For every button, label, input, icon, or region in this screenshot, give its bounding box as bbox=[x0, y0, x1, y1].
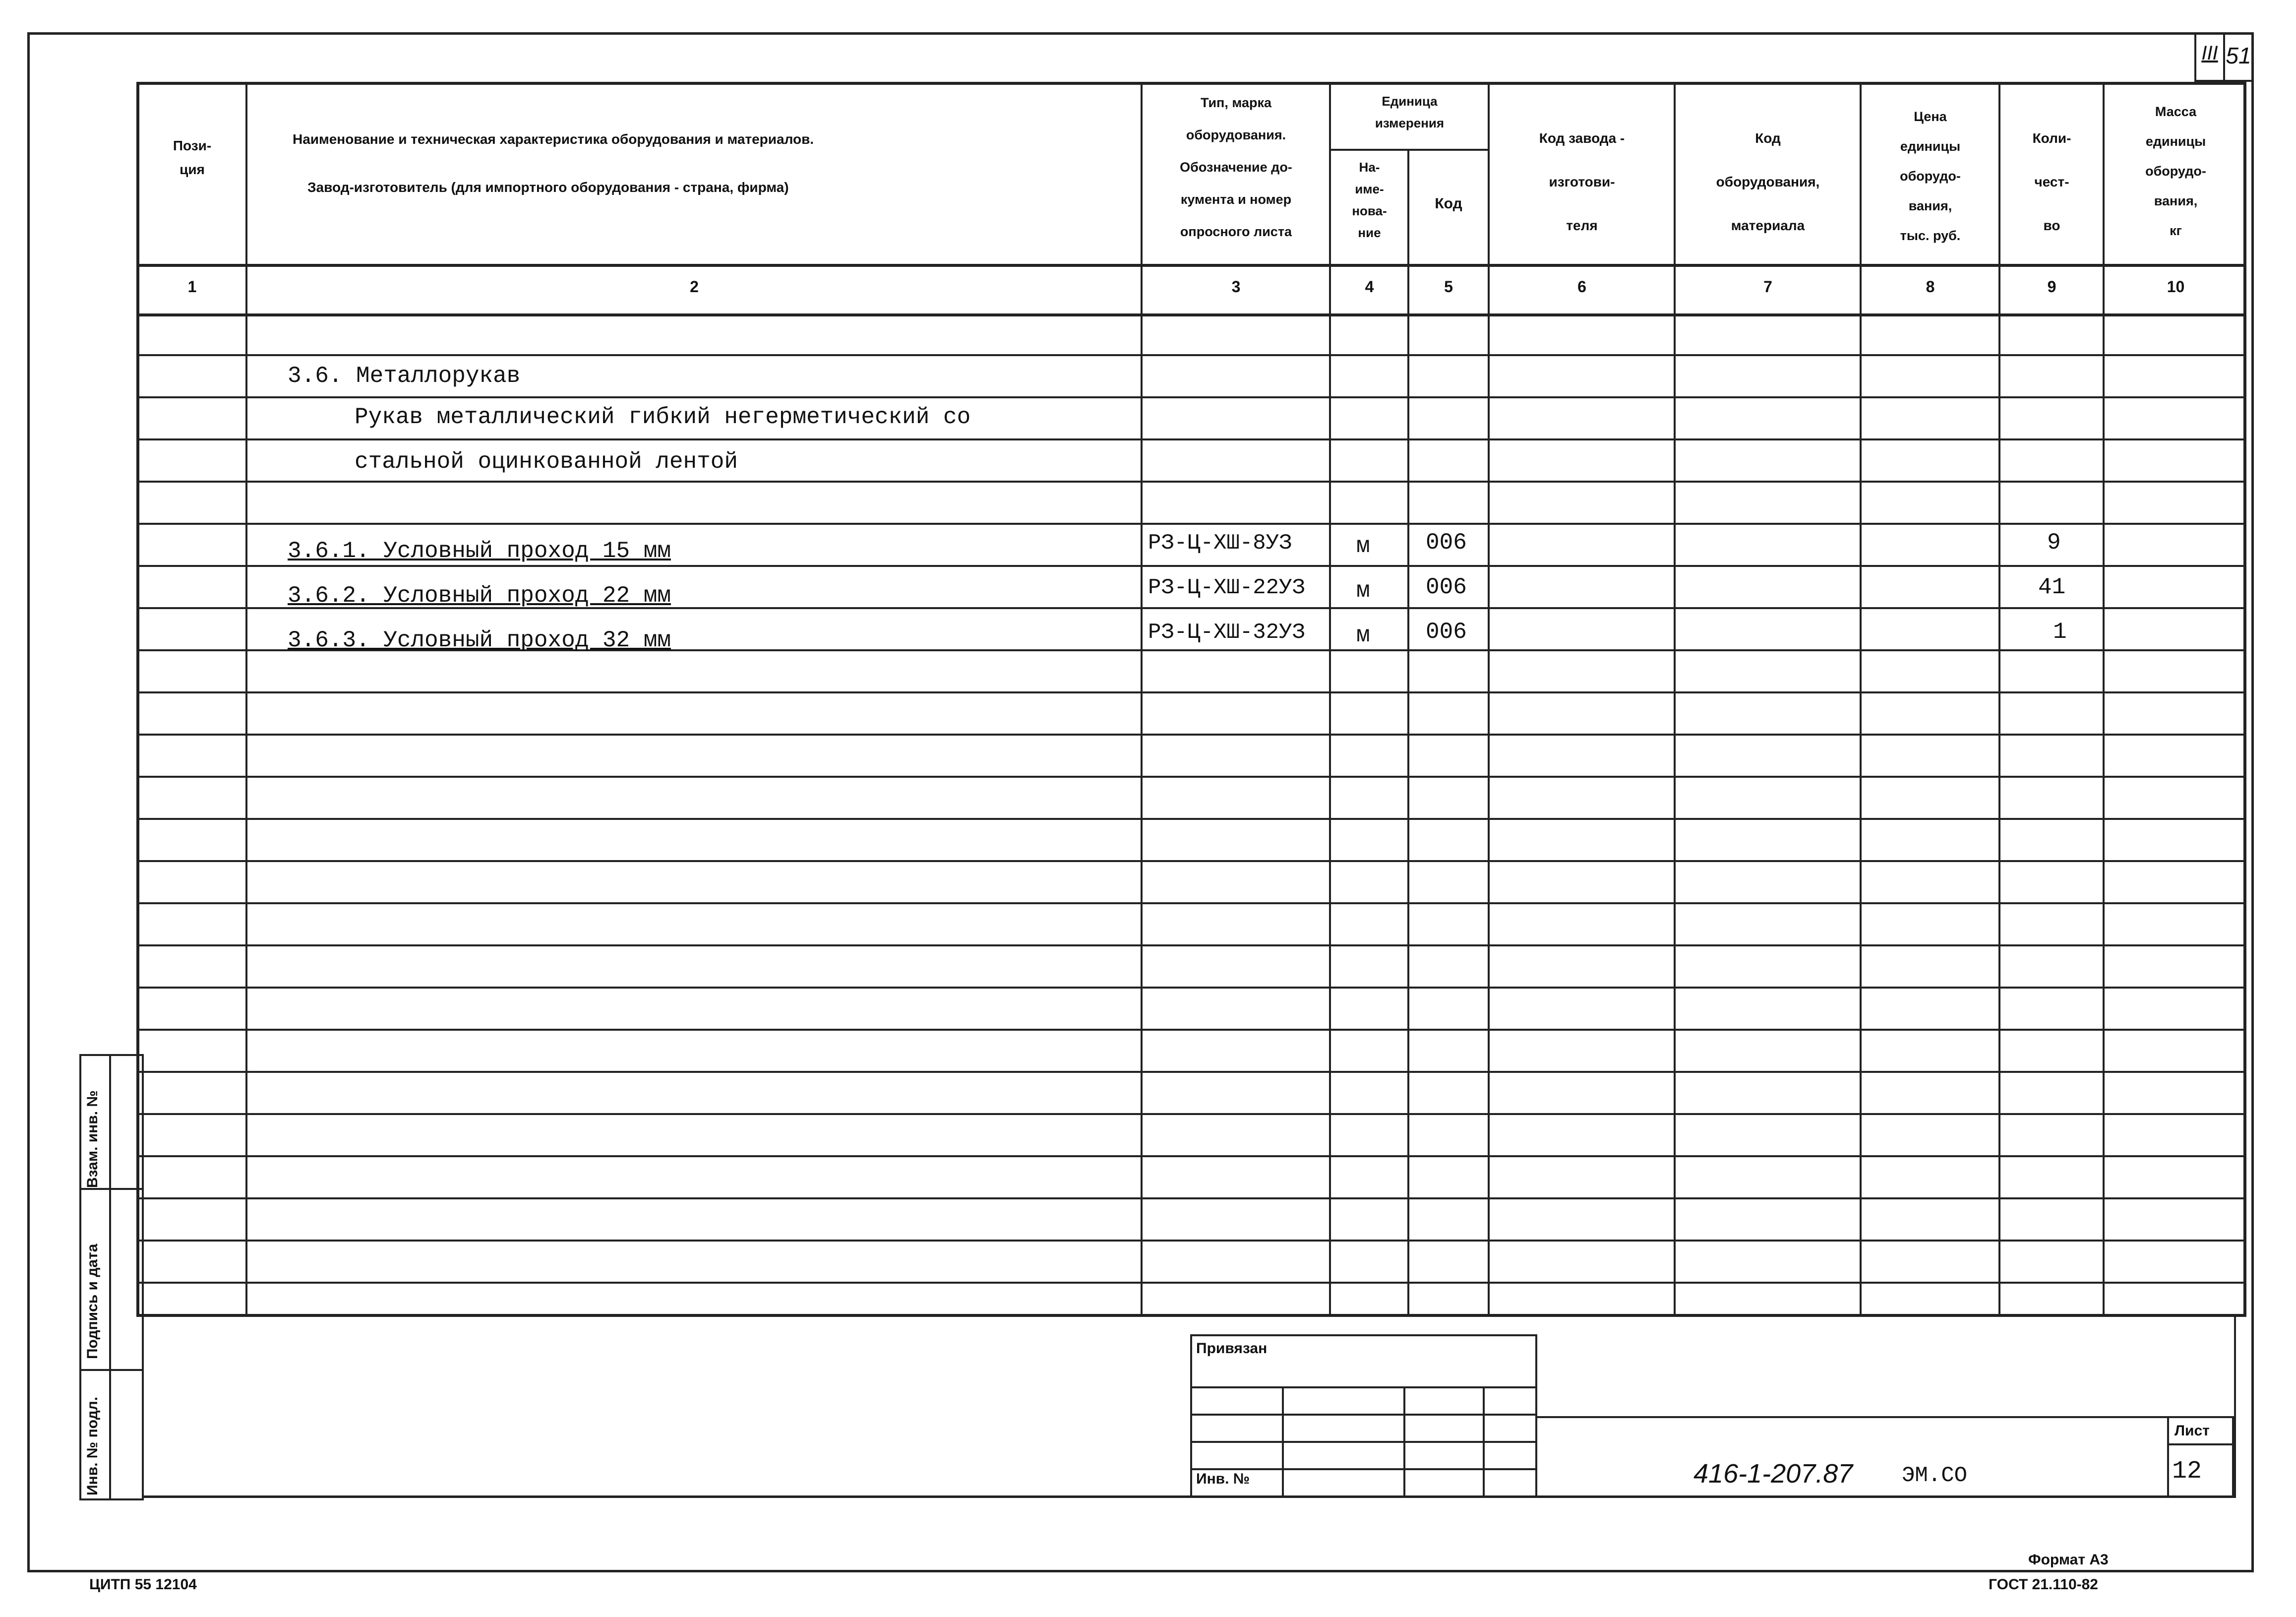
side-label-vzam: Взам. инв. № bbox=[84, 1090, 101, 1188]
row-rule bbox=[136, 734, 2246, 736]
row-rule bbox=[136, 438, 2246, 440]
row-rule bbox=[136, 1155, 2246, 1157]
header-unit-group: Единица измерения bbox=[1375, 94, 1445, 130]
col-line bbox=[245, 82, 247, 1317]
privyazan-label: Привязан bbox=[1196, 1340, 1268, 1357]
side-label-podpis: Подпись и дата bbox=[84, 1244, 101, 1359]
row-rule bbox=[136, 1282, 2246, 1284]
row-item-name: 3.6.1. Условный проход 15 мм bbox=[288, 538, 671, 564]
row-item-name: 3.6.3. Условный проход 32 мм bbox=[288, 627, 671, 653]
row-rule bbox=[136, 818, 2246, 820]
privyazan-col bbox=[1282, 1386, 1284, 1498]
row-rule bbox=[136, 776, 2246, 778]
col-line bbox=[1329, 82, 1331, 1317]
row-item-qty: 41 bbox=[2038, 574, 2066, 600]
side-strip-line bbox=[79, 1369, 144, 1371]
row-rule bbox=[136, 565, 2246, 567]
colnum-4: 4 bbox=[1365, 278, 1374, 296]
col-line bbox=[1407, 149, 1409, 1317]
row-item-code: 006 bbox=[1426, 574, 1467, 600]
footer-gost: ГОСТ 21.110-82 bbox=[1989, 1576, 2098, 1593]
col-line bbox=[1141, 82, 1143, 1317]
colnum-9: 9 bbox=[2047, 278, 2056, 296]
row-item-qty: 9 bbox=[2047, 530, 2061, 556]
header-price: Цена единицы оборудо- вания, тыс. руб. bbox=[1900, 109, 1961, 243]
stamp-bottom-line bbox=[144, 1495, 2234, 1498]
row-item-type: РЗ-Ц-ХШ-8УЗ bbox=[1148, 531, 1292, 556]
header-name-line2: Завод-изготовитель (для импортного оборудования - страна, фирма) bbox=[307, 180, 789, 195]
colnum-2: 2 bbox=[690, 278, 699, 296]
colnum-6: 6 bbox=[1577, 278, 1586, 296]
list-label: Лист bbox=[2175, 1423, 2210, 1439]
corner-roman: III bbox=[2201, 42, 2218, 64]
row-item-code: 006 bbox=[1426, 619, 1467, 645]
side-strip-line bbox=[79, 1188, 144, 1190]
row-rule bbox=[136, 1197, 2246, 1199]
row-section-title: 3.6. Металлорукав bbox=[288, 363, 521, 389]
privyazan-line bbox=[1190, 1441, 1537, 1443]
row-rule bbox=[136, 987, 2246, 989]
stamp-right-line bbox=[2234, 1317, 2236, 1498]
corner-divider bbox=[2223, 35, 2225, 82]
col-line bbox=[2103, 82, 2105, 1317]
colnum-8: 8 bbox=[1926, 278, 1935, 296]
row-rule bbox=[136, 902, 2246, 904]
row-rule bbox=[136, 396, 2246, 398]
header-name-line1: Наименование и техническая характеристика оборудования и материалов. bbox=[293, 131, 814, 147]
row-item-code: 006 bbox=[1426, 530, 1467, 556]
header-bottom-line bbox=[136, 264, 2246, 267]
list-box-line bbox=[2167, 1443, 2234, 1445]
row-rule bbox=[136, 1113, 2246, 1115]
row-rule bbox=[136, 1029, 2246, 1031]
colnum-5: 5 bbox=[1444, 278, 1453, 296]
header-mass: Масса единицы оборудо- вания, кг bbox=[2145, 104, 2206, 238]
footer-left-code: ЦИТП 55 12104 bbox=[89, 1576, 197, 1593]
row-rule bbox=[136, 523, 2246, 525]
header-quantity: Коли- чест- во bbox=[2032, 130, 2071, 233]
row-rule bbox=[136, 481, 2246, 483]
colnum-1: 1 bbox=[187, 278, 197, 296]
list-value: 12 bbox=[2172, 1457, 2202, 1486]
main-table bbox=[136, 82, 2246, 1317]
row-rule bbox=[136, 1071, 2246, 1073]
col-line bbox=[1860, 82, 1862, 1317]
header-unit-code: Код bbox=[1435, 195, 1462, 212]
privyazan-line bbox=[1190, 1468, 1537, 1470]
row-item-qty: 1 bbox=[2053, 619, 2067, 645]
privyazan-line bbox=[1190, 1386, 1537, 1388]
document-suffix: ЭМ.СО bbox=[1902, 1463, 1968, 1488]
header-unit-name: На- име- нова- ние bbox=[1352, 160, 1387, 240]
col-line bbox=[1674, 82, 1676, 1317]
privyazan-col bbox=[1403, 1386, 1405, 1498]
header-position: Пози- ция bbox=[173, 138, 212, 177]
footer-format: Формат А3 bbox=[2028, 1552, 2109, 1568]
row-rule bbox=[136, 354, 2246, 356]
privyazan-col bbox=[1483, 1386, 1485, 1498]
numbers-bottom-line bbox=[136, 313, 2246, 316]
row-item-type: РЗ-Ц-ХШ-22УЗ bbox=[1148, 575, 1305, 600]
row-item-unit: м bbox=[1356, 533, 1370, 559]
corner-sheet-number: 51 bbox=[2226, 43, 2251, 68]
row-item-name: 3.6.2. Условный проход 22 мм bbox=[288, 583, 671, 609]
inv-no-label: Инв. № bbox=[1196, 1471, 1250, 1487]
title-block-line bbox=[1537, 1416, 2234, 1418]
row-item-type: РЗ-Ц-ХШ-32УЗ bbox=[1148, 620, 1305, 645]
col-line bbox=[1998, 82, 2000, 1317]
unit-group-line bbox=[1329, 149, 1488, 151]
row-item-unit: м bbox=[1356, 622, 1370, 648]
header-equipment-code: Код оборудования, материала bbox=[1716, 130, 1820, 233]
header-type: Тип, марка оборудования. Обозначение до- кумента и номер опросного листа bbox=[1180, 95, 1292, 239]
col-line bbox=[1488, 82, 1490, 1317]
privyazan-line bbox=[1190, 1414, 1537, 1416]
row-item-unit: м bbox=[1356, 578, 1370, 604]
row-description-1: Рукав металлический гибкий негерметический со bbox=[355, 404, 971, 430]
row-rule bbox=[136, 691, 2246, 693]
colnum-3: 3 bbox=[1231, 278, 1241, 296]
row-description-2: стальной оцинкованной лентой bbox=[355, 449, 738, 475]
document-number: 416-1-207.87 bbox=[1693, 1459, 1853, 1489]
side-label-inv: Инв. № подл. bbox=[84, 1396, 101, 1495]
colnum-7: 7 bbox=[1763, 278, 1772, 296]
header-factory-code: Код завода - изготови- теля bbox=[1539, 130, 1625, 233]
row-rule bbox=[136, 944, 2246, 946]
row-rule bbox=[136, 1240, 2246, 1242]
row-rule bbox=[136, 860, 2246, 862]
side-strip-divider bbox=[109, 1054, 111, 1500]
colnum-10: 10 bbox=[2167, 278, 2185, 296]
